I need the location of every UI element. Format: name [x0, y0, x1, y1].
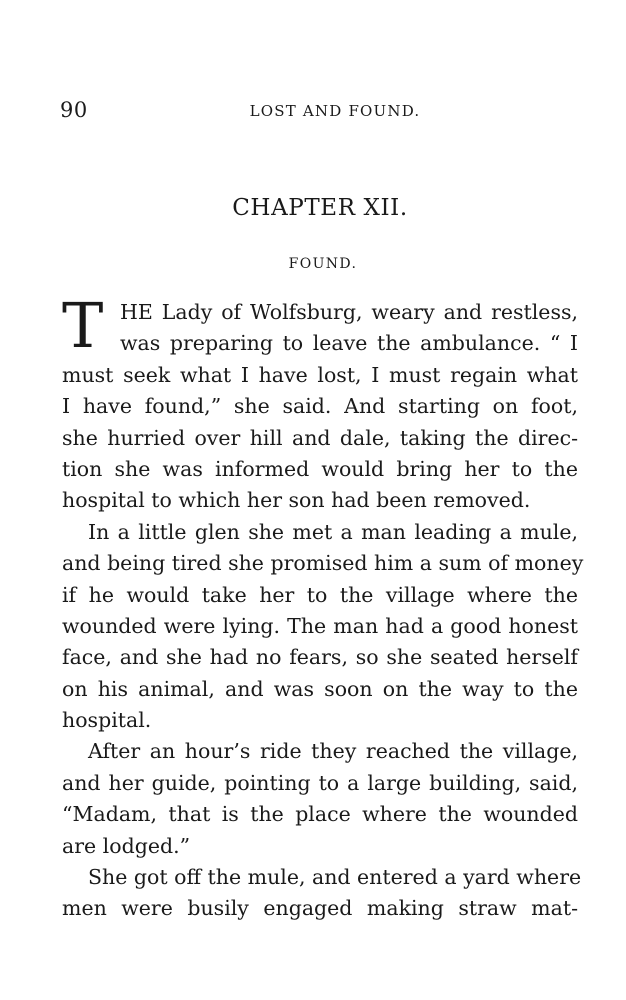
drop-cap: T: [62, 289, 104, 362]
text-line: In a little glen she met a man leading a mule,: [88, 519, 578, 544]
text-line: and her guide, pointing to a large building, said,: [62, 770, 578, 795]
chapter-subtitle: FOUND.: [288, 256, 358, 272]
text-line: tion she was informed would bring her to the: [62, 456, 578, 481]
text-line: must seek what I have lost, I must regain what: [62, 362, 578, 387]
text-line: hospital.: [62, 708, 152, 733]
text-line: men were busily engaged making straw mat-: [62, 896, 578, 921]
text-line: hospital to which her son had been removed.: [62, 488, 531, 513]
text-line: are lodged.”: [62, 833, 191, 858]
text-line: HE Lady of Wolfsburg, weary and restless,: [120, 300, 578, 324]
page-number: 90: [60, 98, 88, 122]
text-line: “Madam, that is the place where the wounded: [62, 802, 578, 827]
body-text: [62, 289, 584, 925]
text-line: was preparing to leave the ambulance. “ I: [120, 331, 578, 356]
text-line: face, and she had no fears, so she seated herself: [62, 645, 578, 670]
text-line: She got off the mule, and entered a yard where: [88, 865, 582, 890]
running-head: LOST AND FOUND.: [249, 102, 421, 120]
text-line: After an hour’s ride they reached the village,: [88, 739, 578, 764]
text-line: I have found,” she said. And starting on foot,: [62, 394, 578, 419]
text-line: if he would take her to the village where the: [62, 582, 578, 607]
text-line: on his animal, and was soon on the way to the: [62, 676, 578, 701]
text-line: wounded were lying. The man had a good honest: [62, 613, 578, 638]
text-line: and being tired she promised him a sum of money: [62, 551, 584, 576]
text-line: she hurried over hill and dale, taking the direc-: [62, 425, 578, 450]
chapter-heading: CHAPTER XII.: [232, 195, 408, 221]
page-header: [60, 98, 580, 126]
